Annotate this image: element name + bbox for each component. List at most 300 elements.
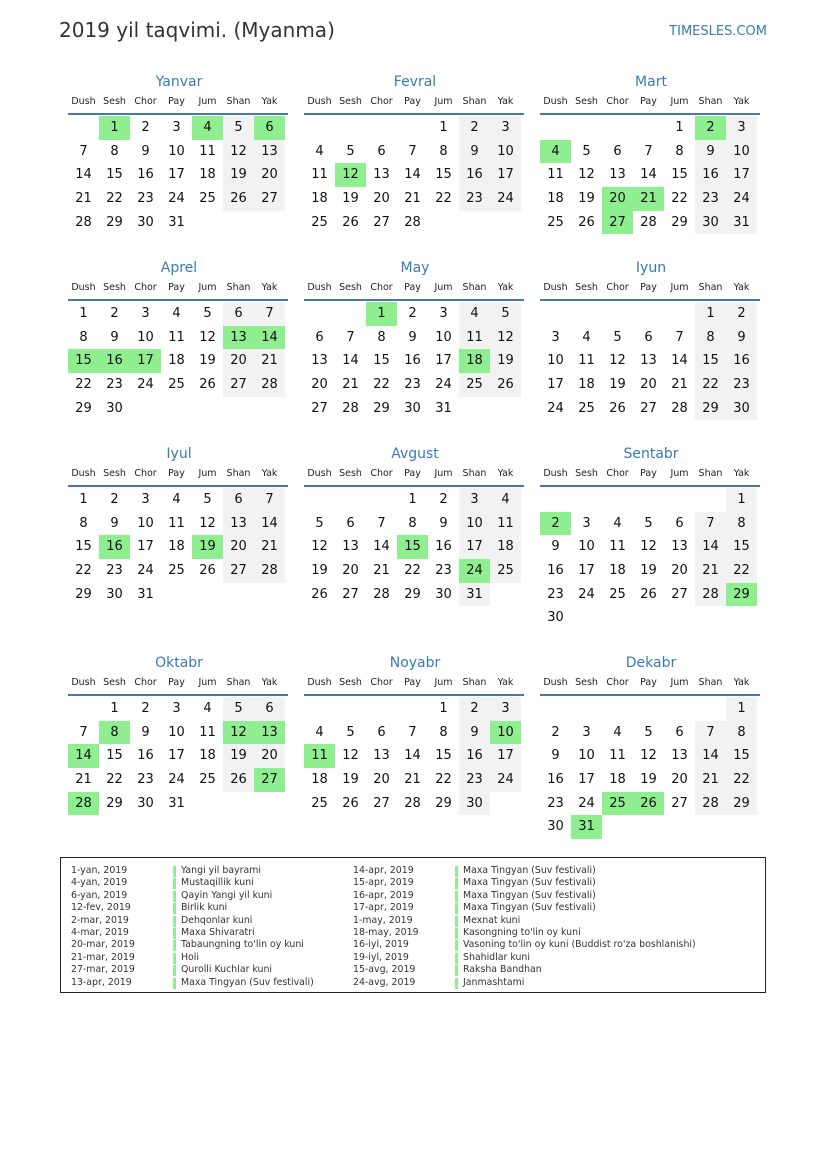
day-cell: 29: [404, 586, 421, 602]
day-cell: 12: [490, 326, 521, 350]
day-cell: 20: [223, 349, 254, 373]
day-cell: 10: [435, 329, 452, 345]
holiday-day-cell: 8: [99, 721, 130, 745]
weekday-label: Pay: [640, 677, 657, 688]
header-rule: [68, 113, 288, 115]
weekday-header: [304, 92, 526, 112]
weekday-label: Chor: [370, 677, 393, 688]
day-cell: 22: [373, 377, 390, 393]
day-cell: 30: [404, 400, 421, 416]
empty-cell: [664, 488, 695, 512]
holiday-marker: [455, 953, 458, 964]
empty-cell: [68, 697, 99, 721]
empty-cell: [254, 792, 285, 816]
day-cell: 25: [490, 559, 521, 583]
day-cell: 31: [168, 795, 185, 811]
empty-cell: [304, 488, 335, 512]
day-cell: 3: [172, 701, 181, 716]
day-cell: 3: [726, 116, 757, 140]
day-cell: 7: [695, 512, 726, 536]
day-cell: 13: [254, 140, 285, 164]
day-cell: 28: [254, 559, 285, 583]
day-cell: 31: [137, 586, 154, 602]
month-title: Aprel: [160, 260, 198, 276]
day-cell: 24: [578, 586, 595, 602]
month-title: May: [400, 260, 430, 276]
day-cell: 18: [311, 772, 328, 788]
holiday-row: [71, 902, 314, 914]
empty-cell: [664, 815, 695, 839]
day-cell: 9: [695, 140, 726, 164]
empty-cell: [633, 116, 664, 140]
day-cell: 4: [459, 302, 490, 326]
holiday-name: Tabaungning to'lin oy kuni: [181, 939, 304, 951]
day-cell: 29: [435, 795, 452, 811]
day-cell: 21: [342, 377, 359, 393]
holiday-marker: [455, 878, 458, 889]
day-cell: 13: [311, 353, 328, 369]
holiday-row: [71, 977, 314, 989]
holiday-day-cell: 14: [254, 326, 285, 350]
day-cell: 19: [578, 191, 595, 207]
day-cell: 15: [435, 748, 452, 764]
day-cell: 21: [695, 768, 726, 792]
day-cell: 9: [141, 724, 150, 740]
weekday-label: Chor: [606, 468, 629, 479]
weekday-label: Dush: [543, 96, 568, 107]
weekday-label: Pay: [168, 677, 185, 688]
day-cell: 30: [547, 610, 564, 626]
weekday-label: Shan: [462, 677, 487, 688]
day-cell: 2: [110, 306, 119, 321]
day-cell: 16: [137, 167, 154, 183]
empty-cell: [490, 211, 521, 235]
day-cell: 22: [75, 563, 92, 579]
day-cell: 22: [435, 772, 452, 788]
weekday-label: Chor: [606, 282, 629, 293]
day-cell: 23: [137, 191, 154, 207]
day-cell: 2: [408, 306, 417, 321]
day-cell: 24: [726, 187, 757, 211]
header-rule: [540, 299, 760, 301]
holiday-day-cell: 1: [366, 302, 397, 326]
header-rule: [540, 485, 760, 487]
day-cell: 14: [695, 744, 726, 768]
holiday-date: 15-avg, 2019: [353, 964, 416, 976]
day-cell: 30: [137, 214, 154, 230]
day-cell: 17: [168, 748, 185, 764]
day-cell: 4: [172, 306, 181, 321]
day-cell: 20: [311, 377, 328, 393]
day-cell: 22: [726, 559, 757, 583]
day-cell: 2: [459, 697, 490, 721]
holiday-marker: [173, 916, 176, 927]
day-cell: 11: [609, 539, 626, 555]
holiday-day-cell: 17: [130, 349, 161, 373]
day-cell: 28: [695, 583, 726, 607]
day-cell: 4: [203, 701, 212, 716]
day-cell: 31: [459, 583, 490, 607]
day-cell: 25: [199, 772, 216, 788]
header-rule: [68, 485, 288, 487]
day-cell: 8: [439, 143, 448, 159]
day-cell: 5: [346, 724, 355, 740]
day-cell: 18: [578, 377, 595, 393]
weekday-label: Dush: [307, 468, 332, 479]
day-cell: 19: [311, 563, 328, 579]
weekday-label: Chor: [134, 282, 157, 293]
header-rule: [304, 694, 524, 696]
header-rule: [540, 113, 760, 115]
day-cell: 22: [106, 191, 123, 207]
holiday-day-cell: 13: [254, 721, 285, 745]
holiday-row: [71, 915, 314, 927]
day-cell: 6: [377, 143, 386, 159]
month-noyabr: [304, 653, 526, 815]
day-cell: 7: [254, 488, 285, 512]
weekday-label: Shan: [226, 96, 251, 107]
empty-cell: [664, 606, 695, 630]
holiday-date: 2-mar, 2019: [71, 914, 129, 926]
day-cell: 11: [311, 167, 328, 183]
day-cell: 9: [551, 748, 560, 764]
day-cell: 13: [609, 167, 626, 183]
day-cell: 19: [223, 163, 254, 187]
holidays-column-right: [353, 865, 696, 989]
empty-cell: [459, 397, 490, 421]
day-cell: 20: [254, 163, 285, 187]
day-cell: 29: [75, 586, 92, 602]
empty-cell: [130, 397, 161, 421]
day-cell: 12: [311, 539, 328, 555]
day-cell: 25: [547, 214, 564, 230]
weekday-label: Chor: [134, 96, 157, 107]
day-cell: 16: [459, 163, 490, 187]
day-cell: 28: [695, 792, 726, 816]
holiday-name: Maxa Tingyan (Suv festivali): [181, 976, 314, 988]
day-cell: 7: [254, 302, 285, 326]
month-title: Noyabr: [389, 655, 441, 671]
day-cell: 3: [582, 724, 591, 740]
days-grid: [68, 488, 290, 606]
day-cell: 10: [137, 329, 154, 345]
month-title: Mart: [635, 74, 667, 90]
day-cell: 23: [726, 373, 757, 397]
day-cell: 20: [671, 563, 688, 579]
weekday-label: Chor: [370, 96, 393, 107]
holiday-day-cell: 4: [192, 116, 223, 140]
day-cell: 24: [490, 768, 521, 792]
day-cell: 3: [141, 492, 150, 507]
day-cell: 17: [459, 535, 490, 559]
weekday-label: Chor: [370, 282, 393, 293]
weekday-label: Yak: [261, 96, 278, 107]
weekday-label: Shan: [698, 468, 723, 479]
day-cell: 5: [346, 143, 355, 159]
empty-cell: [192, 211, 223, 235]
day-cell: 11: [578, 353, 595, 369]
empty-cell: [571, 116, 602, 140]
empty-cell: [254, 211, 285, 235]
day-cell: 8: [377, 329, 386, 345]
day-cell: 8: [408, 515, 417, 531]
day-cell: 26: [311, 586, 328, 602]
empty-cell: [602, 815, 633, 839]
holiday-row: [71, 927, 314, 939]
weekday-label: Sesh: [575, 677, 598, 688]
empty-cell: [602, 606, 633, 630]
day-cell: 28: [342, 400, 359, 416]
day-cell: 19: [342, 772, 359, 788]
holiday-row: [353, 977, 696, 989]
day-cell: 13: [373, 748, 390, 764]
empty-cell: [161, 583, 192, 607]
days-grid: [68, 697, 290, 815]
day-cell: 14: [404, 748, 421, 764]
month-oktabr: [68, 653, 290, 815]
day-cell: 9: [110, 329, 119, 345]
weekday-label: Sesh: [103, 282, 126, 293]
holiday-day-cell: 15: [397, 535, 428, 559]
holiday-date: 16-iyl, 2019: [353, 939, 409, 951]
weekday-label: Pay: [168, 96, 185, 107]
day-cell: 20: [342, 563, 359, 579]
day-cell: 1: [726, 697, 757, 721]
holiday-date: 4-mar, 2019: [71, 926, 129, 938]
day-cell: 13: [373, 167, 390, 183]
weekday-label: Shan: [698, 96, 723, 107]
weekday-label: Yak: [497, 282, 514, 293]
day-cell: 17: [490, 163, 521, 187]
day-cell: 8: [675, 143, 684, 159]
weekday-header: [68, 464, 290, 484]
holiday-row: [353, 952, 696, 964]
day-cell: 10: [547, 353, 564, 369]
day-cell: 26: [342, 795, 359, 811]
day-cell: 29: [671, 214, 688, 230]
weekday-header: [304, 278, 526, 298]
weekday-label: Sesh: [339, 282, 362, 293]
weekday-label: Dush: [543, 677, 568, 688]
weekday-label: Pay: [168, 282, 185, 293]
day-cell: 5: [644, 724, 653, 740]
day-cell: 4: [613, 724, 622, 740]
holiday-name: Qayin Yangi yil kuni: [181, 889, 273, 901]
day-cell: 7: [408, 724, 417, 740]
day-cell: 17: [578, 772, 595, 788]
day-cell: 4: [315, 724, 324, 740]
day-cell: 3: [551, 329, 560, 345]
empty-cell: [602, 488, 633, 512]
holiday-row: [71, 939, 314, 951]
empty-cell: [726, 606, 757, 630]
day-cell: 9: [551, 539, 560, 555]
weekday-label: Dush: [71, 468, 96, 479]
days-grid: [304, 116, 526, 234]
holiday-date: 18-may, 2019: [353, 926, 419, 938]
day-cell: 27: [373, 795, 390, 811]
empty-cell: [304, 697, 335, 721]
day-cell: 10: [490, 140, 521, 164]
weekday-label: Sesh: [339, 468, 362, 479]
holiday-name: Kasongning to'lin oy kuni: [463, 926, 581, 938]
day-cell: 6: [377, 724, 386, 740]
holiday-marker: [455, 928, 458, 939]
day-cell: 6: [223, 302, 254, 326]
day-cell: 17: [726, 163, 757, 187]
day-cell: 4: [172, 492, 181, 507]
header-rule: [68, 694, 288, 696]
day-cell: 12: [609, 353, 626, 369]
holiday-name: Dehqonlar kuni: [181, 914, 253, 926]
day-cell: 24: [137, 377, 154, 393]
day-cell: 10: [168, 143, 185, 159]
holiday-day-cell: 24: [459, 559, 490, 583]
day-cell: 5: [613, 329, 622, 345]
day-cell: 5: [223, 697, 254, 721]
days-grid: [540, 302, 762, 420]
empty-cell: [366, 488, 397, 512]
weekday-label: Pay: [168, 468, 185, 479]
day-cell: 4: [613, 515, 622, 531]
weekday-label: Dush: [307, 96, 332, 107]
day-cell: 17: [168, 167, 185, 183]
holiday-date: 12-fev, 2019: [71, 902, 131, 914]
day-cell: 26: [490, 373, 521, 397]
day-cell: 2: [141, 120, 150, 135]
month-may: [304, 258, 526, 420]
empty-cell: [633, 606, 664, 630]
empty-cell: [664, 697, 695, 721]
month-title: Yanvar: [155, 74, 203, 90]
weekday-label: Chor: [606, 96, 629, 107]
empty-cell: [192, 397, 223, 421]
day-cell: 10: [578, 539, 595, 555]
day-cell: 26: [223, 768, 254, 792]
day-cell: 1: [79, 306, 88, 321]
day-cell: 21: [75, 191, 92, 207]
day-cell: 17: [547, 377, 564, 393]
day-cell: 9: [726, 326, 757, 350]
header-rule: [540, 694, 760, 696]
empty-cell: [695, 606, 726, 630]
empty-cell: [695, 697, 726, 721]
day-cell: 11: [199, 724, 216, 740]
day-cell: 26: [578, 214, 595, 230]
day-cell: 29: [106, 214, 123, 230]
weekday-label: Dush: [307, 282, 332, 293]
site-link[interactable]: TIMESLES.COM: [669, 24, 767, 39]
holiday-row: [353, 915, 696, 927]
day-cell: 20: [671, 772, 688, 788]
holiday-day-cell: 2: [695, 116, 726, 140]
holiday-marker: [173, 878, 176, 889]
day-cell: 13: [640, 353, 657, 369]
day-cell: 31: [726, 211, 757, 235]
day-cell: 6: [644, 329, 653, 345]
day-cell: 3: [582, 515, 591, 531]
empty-cell: [68, 116, 99, 140]
day-cell: 7: [644, 143, 653, 159]
day-cell: 30: [137, 795, 154, 811]
weekday-label: Jum: [670, 677, 689, 688]
holiday-date: 24-avg, 2019: [353, 976, 416, 988]
day-cell: 15: [435, 167, 452, 183]
empty-cell: [726, 815, 757, 839]
empty-cell: [459, 211, 490, 235]
day-cell: 6: [346, 515, 355, 531]
holiday-row: [71, 964, 314, 976]
day-cell: 24: [547, 400, 564, 416]
day-cell: 26: [342, 214, 359, 230]
holiday-row: [71, 952, 314, 964]
weekday-label: Jum: [434, 96, 453, 107]
weekday-header: [540, 464, 762, 484]
weekday-label: Jum: [198, 468, 217, 479]
days-grid: [304, 697, 526, 815]
empty-cell: [366, 697, 397, 721]
day-cell: 1: [110, 701, 119, 716]
day-cell: 5: [203, 492, 212, 507]
holiday-date: 4-yan, 2019: [71, 877, 128, 889]
weekday-label: Yak: [733, 282, 750, 293]
weekday-label: Sesh: [339, 96, 362, 107]
holiday-marker: [173, 891, 176, 902]
holiday-marker: [455, 965, 458, 976]
weekday-label: Yak: [261, 677, 278, 688]
empty-cell: [161, 397, 192, 421]
day-cell: 8: [695, 326, 726, 350]
month-aprel: [68, 258, 290, 420]
empty-cell: [397, 116, 428, 140]
day-cell: 9: [408, 329, 417, 345]
day-cell: 30: [106, 400, 123, 416]
month-mart: [540, 72, 762, 234]
day-cell: 23: [106, 377, 123, 393]
day-cell: 4: [315, 143, 324, 159]
month-title: Sentabr: [623, 446, 679, 462]
empty-cell: [490, 583, 521, 607]
day-cell: 16: [726, 349, 757, 373]
empty-cell: [192, 792, 223, 816]
holiday-marker: [173, 928, 176, 939]
day-cell: 1: [675, 120, 684, 135]
day-cell: 19: [490, 349, 521, 373]
day-cell: 28: [75, 214, 92, 230]
day-cell: 12: [199, 515, 216, 531]
holiday-day-cell: 16: [99, 349, 130, 373]
day-cell: 6: [613, 143, 622, 159]
empty-cell: [490, 792, 521, 816]
day-cell: 11: [547, 167, 564, 183]
weekday-label: Dush: [71, 96, 96, 107]
day-cell: 19: [199, 353, 216, 369]
day-cell: 19: [640, 563, 657, 579]
holiday-name: Mustaqillik kuni: [181, 877, 254, 889]
day-cell: 21: [695, 559, 726, 583]
holiday-row: [353, 964, 696, 976]
day-cell: 27: [223, 559, 254, 583]
day-cell: 27: [671, 795, 688, 811]
weekday-label: Shan: [462, 282, 487, 293]
day-cell: 18: [311, 191, 328, 207]
day-cell: 25: [609, 586, 626, 602]
weekday-label: Sesh: [575, 282, 598, 293]
day-cell: 7: [346, 329, 355, 345]
empty-cell: [490, 397, 521, 421]
day-cell: 25: [578, 400, 595, 416]
day-cell: 15: [106, 167, 123, 183]
